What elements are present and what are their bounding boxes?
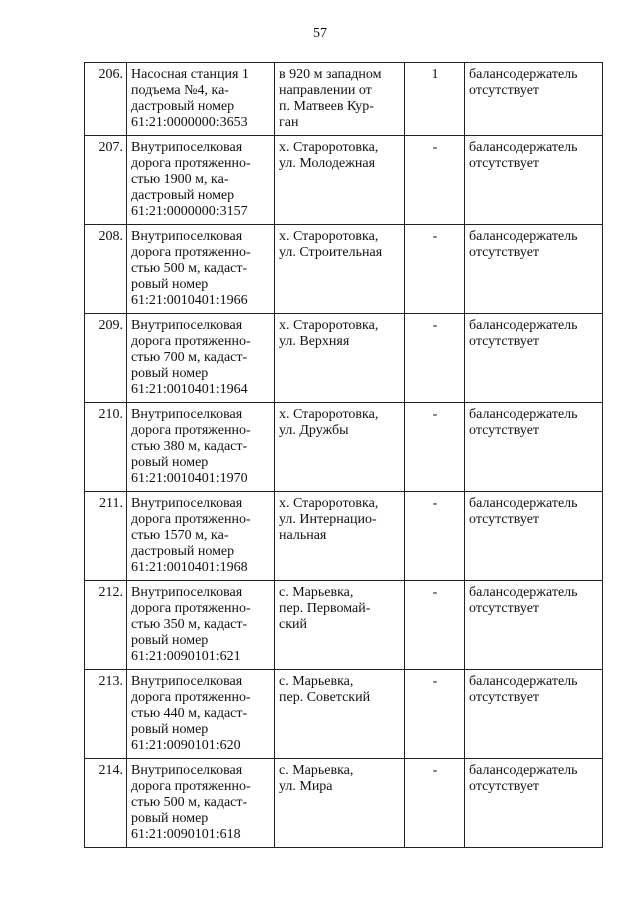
row-number: 206. [85,63,127,136]
table-row [85,314,603,403]
row-number: 214. [85,759,127,848]
object-name: Насосная станция 1 подъема №4, ка- дастровый номер 61:21:0000000:3653 [127,63,275,136]
object-quantity: - [405,581,465,670]
object-address: с. Марьевка, пер. Первомай- ский [275,581,405,670]
object-quantity: - [405,136,465,225]
balance-holder: балансодержатель отсутствует [465,759,603,848]
object-address: с. Марьевка, пер. Советский [275,670,405,759]
object-address: х. Староротовка, ул. Строительная [275,225,405,314]
balance-holder: балансодержатель отсутствует [465,63,603,136]
object-address: х. Староротовка, ул. Дружбы [275,403,405,492]
object-name: Внутрипоселковая дорога протяженно- стью 380 м, кадаст- ровый номер 61:21:0010401:1970 [127,403,275,492]
object-name: Внутрипоселковая дорога протяженно- стью 350 м, кадаст- ровый номер 61:21:0090101:621 [127,581,275,670]
balance-holder: балансодержатель отсутствует [465,314,603,403]
object-address: в 920 м западном направлении от п. Матвеев Кур- ган [275,63,405,136]
row-number: 208. [85,225,127,314]
object-name: Внутрипоселковая дорога протяженно- стью 440 м, кадаст- ровый номер 61:21:0090101:620 [127,670,275,759]
object-address: х. Староротовка, ул. Верхняя [275,314,405,403]
page-number: 57 [313,26,327,41]
object-quantity: - [405,759,465,848]
object-name: Внутрипоселковая дорога протяженно- стью 500 м, кадаст- ровый номер 61:21:0090101:618 [127,759,275,848]
balance-holder: балансодержатель отсутствует [465,225,603,314]
object-name: Внутрипоселковая дорога протяженно- стью 1900 м, ка- дастровый номер 61:21:0000000:3157 [127,136,275,225]
object-quantity: - [405,670,465,759]
object-quantity: - [405,403,465,492]
table-row [85,670,603,759]
table-row [85,63,603,136]
table-row [85,225,603,314]
object-name: Внутрипоселковая дорога протяженно- стью 1570 м, ка- дастровый номер 61:21:0010401:1968 [127,492,275,581]
table-row [85,403,603,492]
object-quantity: - [405,492,465,581]
row-number: 209. [85,314,127,403]
balance-holder: балансодержатель отсутствует [465,670,603,759]
table-row [85,759,603,848]
object-name: Внутрипоселковая дорога протяженно- стью 500 м, кадаст- ровый номер 61:21:0010401:1966 [127,225,275,314]
balance-holder: балансодержатель отсутствует [465,136,603,225]
row-number: 210. [85,403,127,492]
row-number: 212. [85,581,127,670]
object-address: с. Марьевка, ул. Мира [275,759,405,848]
object-quantity: - [405,314,465,403]
table-row [85,581,603,670]
balance-holder: балансодержатель отсутствует [465,492,603,581]
balance-holder: балансодержатель отсутствует [465,581,603,670]
object-quantity: - [405,225,465,314]
object-quantity: 1 [405,63,465,136]
row-number: 211. [85,492,127,581]
row-number: 207. [85,136,127,225]
property-registry-table [84,62,603,848]
balance-holder: балансодержатель отсутствует [465,403,603,492]
object-address: х. Староротовка, ул. Молодежная [275,136,405,225]
table-row [85,492,603,581]
row-number: 213. [85,670,127,759]
table-row [85,136,603,225]
object-address: х. Староротовка, ул. Интернацио- нальная [275,492,405,581]
object-name: Внутрипоселковая дорога протяженно- стью 700 м, кадаст- ровый номер 61:21:0010401:1964 [127,314,275,403]
